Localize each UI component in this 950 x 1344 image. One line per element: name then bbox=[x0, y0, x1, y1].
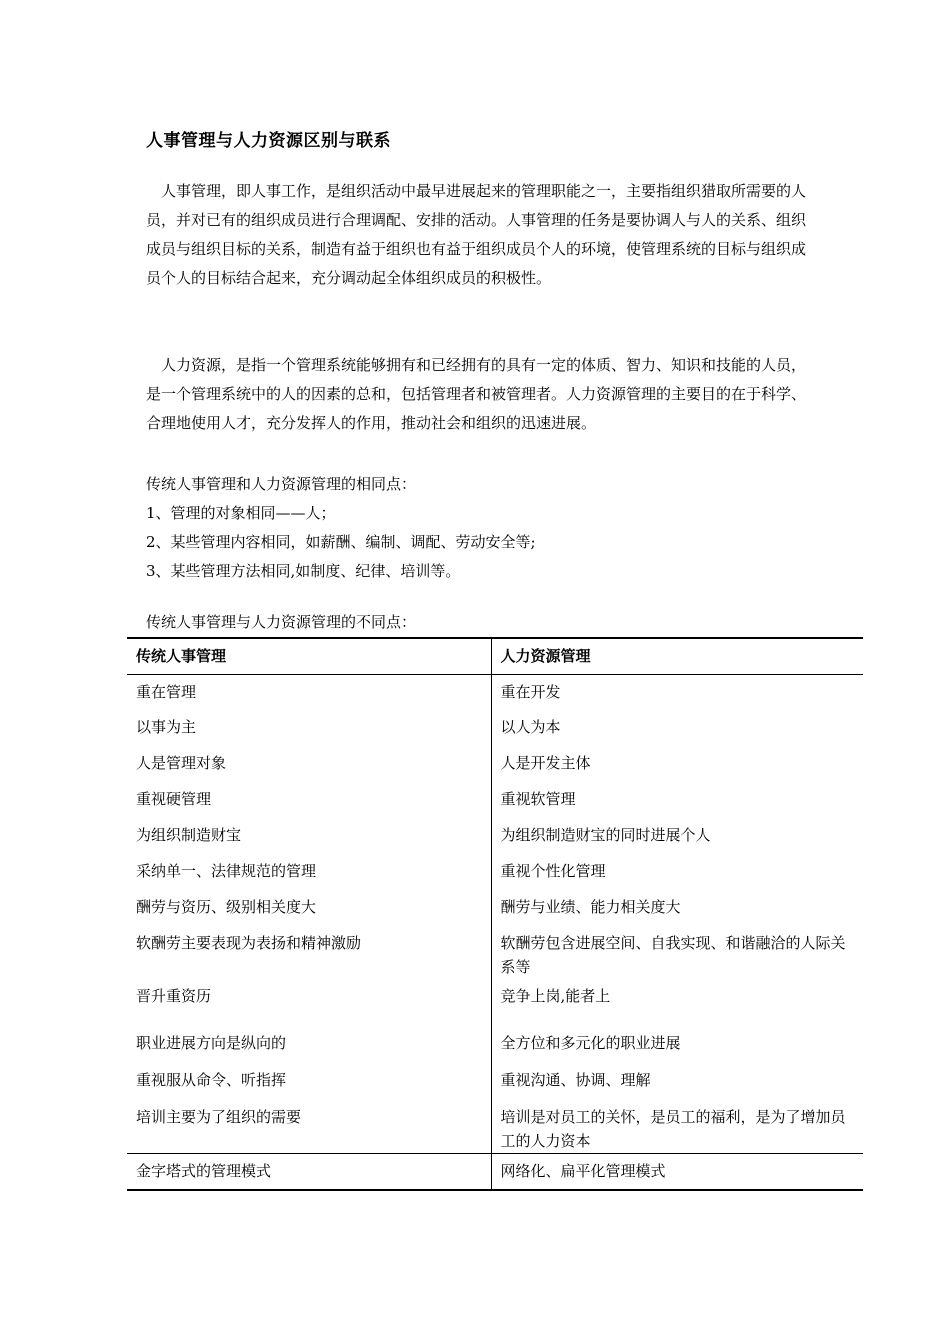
document-title: 人事管理与人力资源区别与联系 bbox=[146, 131, 391, 151]
cell-hr: 竞争上岗,能者上 bbox=[500, 987, 611, 1005]
table-row bbox=[127, 1154, 863, 1190]
table-row bbox=[127, 890, 863, 926]
cell-traditional: 酬劳与资历、级别相关度大 bbox=[127, 890, 491, 926]
cell-traditional: 采纳单一、法律规范的管理 bbox=[127, 854, 491, 890]
cell-traditional: 为组织制造财宝 bbox=[127, 818, 491, 854]
table-row bbox=[127, 674, 863, 710]
cell-traditional: 重在管理 bbox=[127, 674, 491, 710]
table-row bbox=[127, 1026, 863, 1063]
cell-hr: 为组织制造财宝的同时进展个人 bbox=[500, 826, 711, 844]
table-body bbox=[127, 674, 863, 1190]
paragraph-human-resources: 人力资源，是指一个管理系统能够拥有和已经拥有的具有一定的体质、智力、知识和技能的人员，是一个管理系统中的人的因素的总和，包括管理者和被管理者。人力资源管理的主要目的在于科学、合理地使用人才，充分发挥人的作用，推动社会和组织的迅速进展。 bbox=[146, 356, 807, 432]
table-row bbox=[127, 1100, 863, 1154]
differences-table bbox=[127, 637, 863, 1191]
cell-traditional: 以事为主 bbox=[127, 710, 491, 746]
column-header-hr: 人力资源管理 bbox=[491, 638, 863, 674]
cell-hr: 重视软管理 bbox=[500, 790, 576, 808]
cell-traditional: 晋升重资历 bbox=[127, 979, 491, 1026]
table-row bbox=[127, 926, 863, 979]
cell-hr: 软酬劳包含进展空间、自我实现、和谐融洽的人际关系等 bbox=[500, 934, 846, 976]
cell-traditional: 金字塔式的管理模式 bbox=[127, 1154, 491, 1190]
cell-hr: 人是开发主体 bbox=[500, 754, 591, 772]
cell-traditional: 人是管理对象 bbox=[127, 746, 491, 782]
table-row bbox=[127, 818, 863, 854]
cell-hr: 重在开发 bbox=[500, 682, 561, 701]
cell-traditional: 软酬劳主要表现为表扬和精神激励 bbox=[127, 926, 491, 979]
table-row bbox=[127, 710, 863, 746]
similarities-heading: 传统人事管理和人力资源管理的相同点： bbox=[146, 475, 417, 493]
cell-hr: 重视个性化管理 bbox=[500, 862, 606, 880]
cell-traditional: 职业进展方向是纵向的 bbox=[127, 1026, 491, 1063]
cell-hr: 培训是对员工的关怀，是员工的福利，是为了增加员工的人力资本 bbox=[500, 1108, 846, 1150]
column-header-traditional: 传统人事管理 bbox=[127, 638, 491, 674]
cell-hr: 网络化、扁平化管理模式 bbox=[491, 1154, 863, 1190]
paragraph-personnel-management: 人事管理，即人事工作，是组织活动中最早进展起来的管理职能之一，主要指组织猎取所需要的人员，并对已有的组织成员进行合理调配、安排的活动。人事管理的任务是要协调人与人的关系、组织成员与组织目标的关系，制造有益于组织也有益于组织成员个人的环境，使管理系统的目标与组织成员个人的目标结合起来，充分调动起全体组织成员的积极性。 bbox=[146, 182, 807, 287]
table-row bbox=[127, 1063, 863, 1100]
table-header-row bbox=[127, 638, 863, 674]
cell-traditional: 重视硬管理 bbox=[127, 782, 491, 818]
cell-hr: 酬劳与业绩、能力相关度大 bbox=[500, 898, 681, 916]
cell-traditional: 重视服从命令、听指挥 bbox=[127, 1063, 491, 1100]
differences-heading: 传统人事管理与人力资源管理的不同点： bbox=[146, 613, 417, 631]
table-row bbox=[127, 854, 863, 890]
similarity-item: 1、管理的对象相同——人； bbox=[146, 504, 336, 522]
cell-hr: 以人为本 bbox=[500, 718, 561, 736]
similarity-item: 3、某些管理方法相同,如制度、纪律、培训等。 bbox=[146, 562, 461, 580]
cell-hr: 重视沟通、协调、理解 bbox=[500, 1071, 651, 1089]
table-row bbox=[127, 979, 863, 1026]
cell-hr: 全方位和多元化的职业进展 bbox=[500, 1034, 681, 1052]
similarities-section bbox=[146, 470, 536, 586]
similarity-item: 2、某些管理内容相同，如薪酬、编制、调配、劳动安全等; bbox=[146, 533, 536, 551]
cell-traditional: 培训主要为了组织的需要 bbox=[127, 1100, 491, 1154]
table-row bbox=[127, 746, 863, 782]
table-row bbox=[127, 782, 863, 818]
